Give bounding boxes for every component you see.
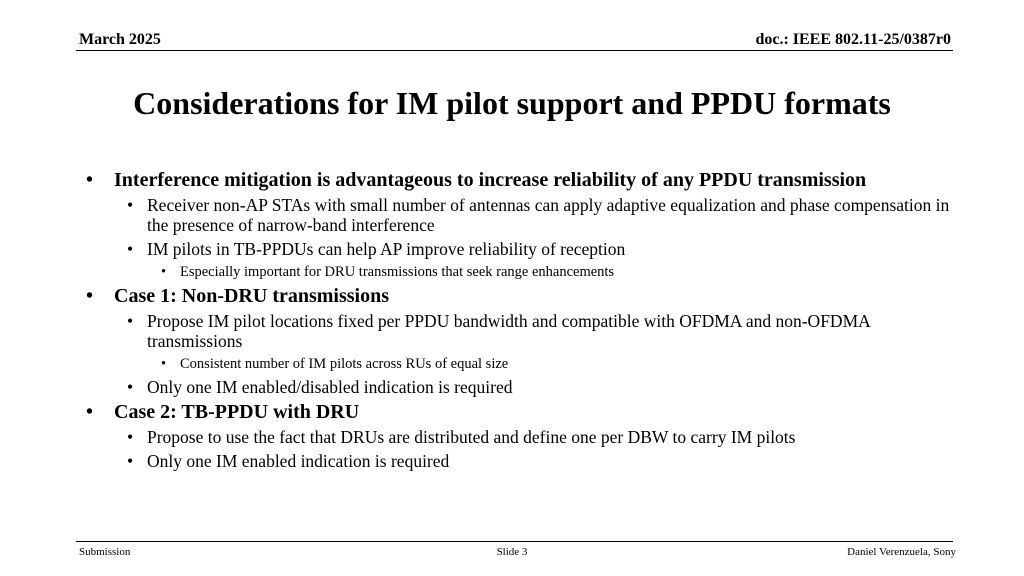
slide-content: [84, 169, 954, 475]
bullet-text: Consistent number of IM pilots across RUs of equal size: [180, 356, 509, 372]
header-doc-id: doc.: IEEE 802.11-25/0387r0: [755, 31, 951, 48]
slide-title: Considerations for IM pilot support and PPDU formats: [133, 85, 891, 121]
bullet-marker: •: [86, 169, 94, 191]
bullet-level2: [84, 377, 954, 397]
bullet-marker: •: [161, 264, 167, 280]
bullet-text: Receiver non-AP STAs with small number of antennas can apply adaptive equalization and phase compensation in the presence of narrow-band interference: [147, 195, 950, 235]
bullet-text: Especially important for DRU transmissions that seek range enhancements: [180, 264, 615, 280]
bullet-level3: [84, 263, 954, 281]
bullet-text: IM pilots in TB-PPDUs can help AP improve reliability of reception: [147, 239, 626, 259]
bullet-level1: [84, 285, 954, 307]
bullet-level2: [84, 311, 954, 351]
footer-author: Daniel Verenzuela, Sony: [847, 546, 956, 558]
bullet-marker: •: [127, 451, 134, 471]
bullet-level1: [84, 169, 954, 191]
bullet-text: Case 2: TB-PPDU with DRU: [114, 401, 360, 423]
bullet-text: Interference mitigation is advantageous to increase reliability of any PPDU transmission: [114, 169, 867, 191]
bullet-text: Propose to use the fact that DRUs are distributed and define one per DBW to carry IM pilots: [147, 427, 796, 447]
bullet-marker: •: [127, 377, 134, 397]
bullet-marker: •: [86, 401, 94, 423]
bullet-level1: [84, 401, 954, 423]
bullet-marker: •: [127, 427, 134, 447]
bullet-text: Propose IM pilot locations fixed per PPDU bandwidth and compatible with OFDMA and non-OFDMA transmissions: [147, 311, 870, 351]
bullet-marker: •: [127, 311, 134, 331]
footer-submission: Submission: [79, 546, 131, 558]
bullet-text: Only one IM enabled indication is required: [147, 451, 450, 471]
bullet-level2: [84, 239, 954, 259]
header-date: March 2025: [79, 31, 161, 48]
bullet-text: Only one IM enabled/disabled indication is required: [147, 377, 513, 397]
bullet-marker: •: [127, 239, 134, 259]
header-rule: [76, 50, 953, 51]
bullet-level2: [84, 451, 954, 471]
bullet-text: Case 1: Non-DRU transmissions: [114, 285, 390, 307]
footer-slide-number: Slide 3: [496, 546, 528, 558]
bullet-level2: [84, 195, 954, 235]
bullet-marker: •: [127, 195, 134, 215]
footer-rule: [76, 541, 953, 542]
bullet-level2: [84, 427, 954, 447]
bullet-marker: •: [161, 356, 167, 372]
bullet-level3: [84, 355, 954, 373]
bullet-marker: •: [86, 285, 94, 307]
